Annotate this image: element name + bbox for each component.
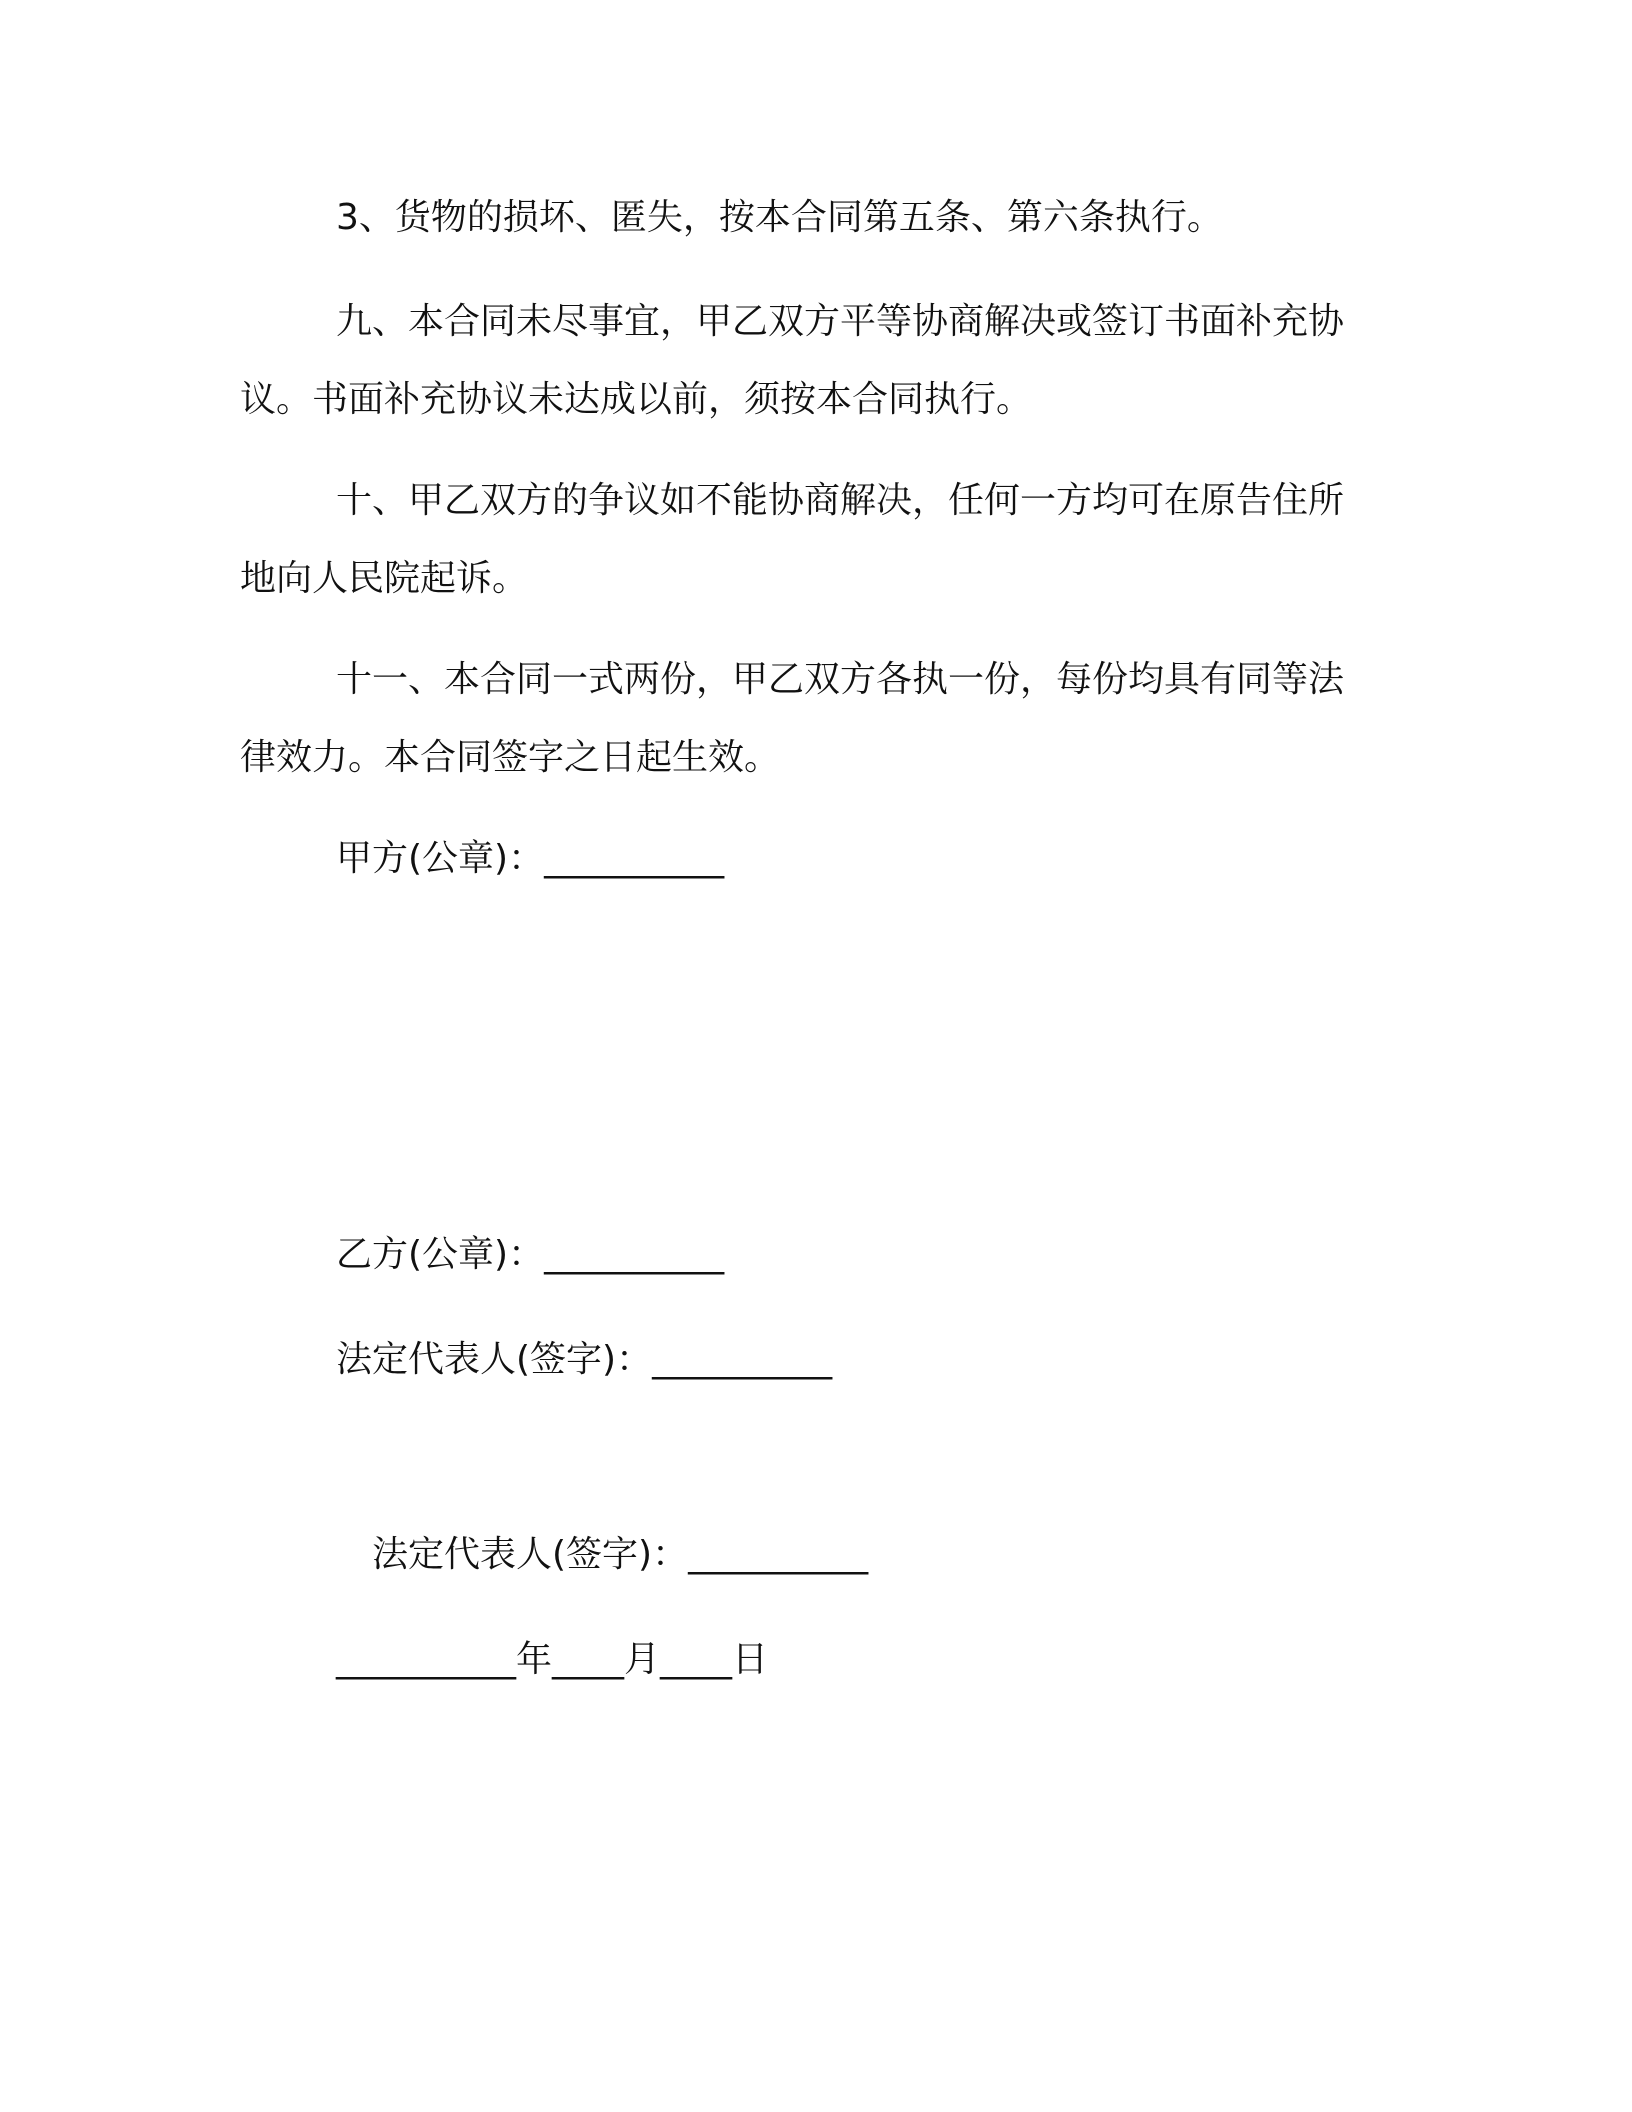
legal-representative-line-2: 法定代表人(签字)：__________ (372, 1534, 869, 1575)
clause-10-line-1: 十、甲乙双方的争议如不能协商解决，任何一方均可在原告住所 (336, 480, 1345, 521)
item-3-text: 3、货物的损坏、匿失，按本合同第五条、第六条执行。 (336, 197, 1223, 238)
clause-11-line-1: 十一、本合同一式两份，甲乙双方各执一份，每份均具有同等法 (336, 659, 1345, 700)
clause-9-line-2: 议。书面补充协议未达成以前，须按本合同执行。 (240, 379, 1033, 420)
clause-9-line-1: 九、本合同未尽事宜，甲乙双方平等协商解决或签订书面补充协 (336, 301, 1345, 342)
clause-10-line-2: 地向人民院起诉。 (240, 558, 529, 599)
party-b-seal-line: 乙方(公章)：__________ (336, 1234, 725, 1275)
party-a-seal-line: 甲方(公章)：__________ (336, 838, 725, 879)
clause-11-line-2: 律效力。本合同签字之日起生效。 (240, 737, 781, 778)
date-line: __________年____月____日 (336, 1639, 768, 1680)
legal-representative-line-1: 法定代表人(签字)：__________ (336, 1339, 833, 1380)
